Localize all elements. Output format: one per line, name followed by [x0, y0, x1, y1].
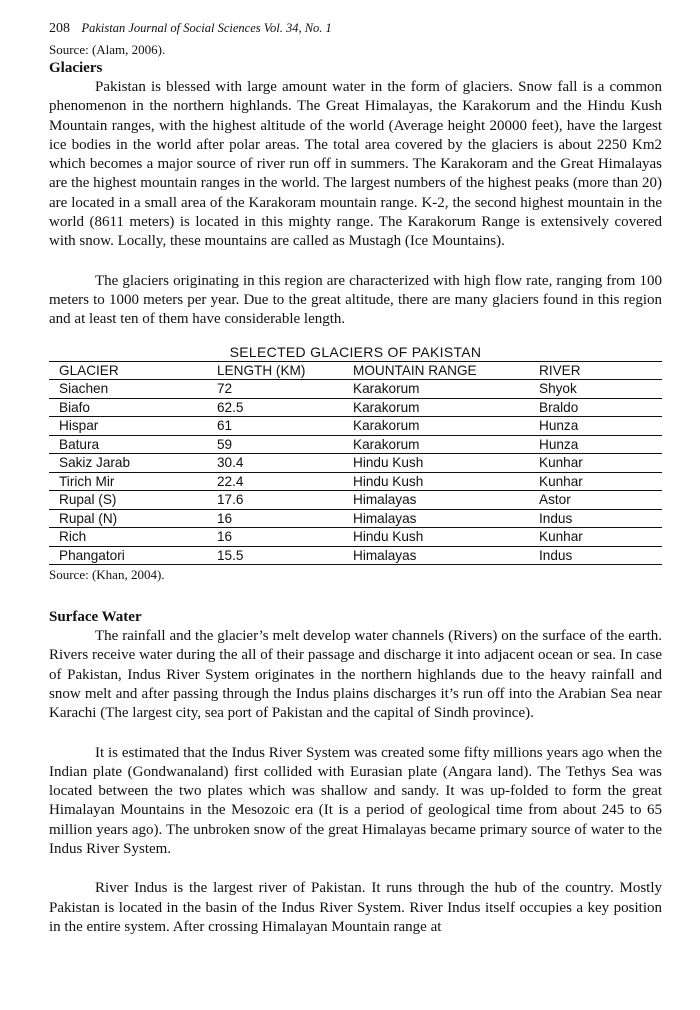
table-cell: Karakorum	[353, 418, 420, 434]
paragraph: The glaciers originating in this region are characterized with high flow rate, ranging from 100 meters to 1000 meters per year. Due to the great altitude, there are many glaciers found in this region and at least ten of them have considerable length.	[49, 272, 662, 328]
table-cell: 17.6	[217, 492, 244, 508]
table-cell: Shyok	[539, 381, 577, 397]
table-row	[49, 528, 662, 547]
table-cell: Himalayas	[353, 492, 417, 508]
table-cell: Batura	[59, 436, 100, 452]
table-cell: Sakiz Jarab	[59, 455, 131, 471]
table-cell: 30.4	[217, 455, 244, 471]
table-cell: 61	[217, 418, 233, 434]
table-cell: Tirich Mir	[59, 473, 115, 489]
table-cell: Braldo	[539, 399, 579, 415]
column-header: MOUNTAIN RANGE	[353, 362, 477, 378]
column-header: LENGTH (KM)	[217, 362, 306, 378]
paragraph: It is estimated that the Indus River System was created some fifty millions years ago when the Indian plate (Gondwanaland) first collided with Eurasian plate (Angara land). The Tethys Sea was located between the two plates which was shallow and sandy. It was up-folded to form the great Himalayan Mountains in the Mesozoic era (It is a period of geological time from about 245 to 65 million years ago). The unbroken snow of the great Himalayas became primary source of water to the Indus River System.	[49, 744, 662, 858]
paragraph-gap	[49, 859, 662, 879]
table-cell: 15.5	[217, 547, 244, 563]
table-row	[49, 491, 662, 510]
glacier-table	[49, 361, 662, 566]
table-cell: Hunza	[539, 418, 579, 434]
paragraph: Pakistan is blessed with large amount water in the form of glaciers. Snow fall is a common phenomenon in the northern highlands. The Great Himalayas, the Karakorum and the Hindu Kush Mountain ranges, with the highest altitude of the world (Average height 20000 feet), have the largest ice bodies in the world after polar areas. The total area covered by the glaciers is about 2250 Km2 which becomes a major source of river run off in summers. The Karakoram and the Great Himalayas are the highest mountain ranges in the world. The largest numbers of the highest peaks (more than 20) are located in a small area of the Karakoram mountain range. K-2, the second highest mountain in the world (8611 meters) is located in this mighty range. The Karakorum Range is extensively covered with snow. Locally, these mountains are called as Mustagh (Ice Mountains).	[49, 79, 662, 250]
table-cell: Kunhar	[539, 529, 583, 545]
table-row	[49, 472, 662, 491]
table-row	[49, 509, 662, 528]
column-header: RIVER	[539, 362, 581, 378]
journal-title: Pakistan Journal of Social Sciences Vol. 34, No. 1	[81, 21, 332, 35]
table-header-row	[49, 361, 662, 380]
table-cell: 62.5	[217, 399, 244, 415]
table-cell: Karakorum	[353, 381, 420, 397]
section-heading-glaciers: Glaciers	[49, 60, 103, 76]
page	[49, 18, 662, 937]
paragraph-gap	[49, 252, 662, 272]
table-row	[49, 435, 662, 454]
table-cell: Kunhar	[539, 473, 583, 489]
table-row	[49, 417, 662, 436]
paragraph: The rainfall and the glacier’s melt develop water channels (Rivers) on the surface of the earth. Rivers receive water during the all of their passage and discharge it into adjacent ocean or sea. In case of Pakistan, Indus River System originates in the northern highlands due to the heavy rainfall and snow melt and after passing through the Indus plains discharges it’s run off into the Arabian Sea near Karachi (The largest city, sea port of Pakistan and the capital of Sindh province).	[49, 628, 662, 722]
table-cell: 22.4	[217, 473, 244, 489]
table-cell: Hindu Kush	[353, 473, 424, 489]
table-cell: Rich	[59, 529, 87, 545]
table-cell: Rupal (N)	[59, 510, 118, 526]
table-cell: Biafo	[59, 399, 90, 415]
table-cell: Karakorum	[353, 399, 420, 415]
table-row	[49, 380, 662, 399]
page-header	[49, 18, 662, 40]
table-cell: Hindu Kush	[353, 529, 424, 545]
table-cell: Kunhar	[539, 455, 583, 471]
table-cell: Indus	[539, 510, 573, 526]
paragraph: River Indus is the largest river of Pakistan. It runs through the hub of the country. Mostly Pakistan is located in the basin of the Indus River System. River Indus itself occupies a key position in the entire system. After crossing Himalayan Mountain range at	[49, 880, 662, 935]
table-row	[49, 454, 662, 473]
page-number: 208	[49, 21, 70, 36]
table-cell: Phangatori	[59, 547, 125, 563]
table-cell: Siachen	[59, 381, 109, 397]
table-cell: Hunza	[539, 436, 579, 452]
paragraph-gap	[49, 724, 662, 744]
table-source-citation: Source: (Khan, 2004).	[49, 567, 165, 583]
table-title: SELECTED GLACIERS OF PAKISTAN	[229, 343, 482, 360]
table-cell: 72	[217, 381, 233, 397]
table-row	[49, 546, 662, 565]
table-cell: Hispar	[59, 418, 99, 434]
table-cell: Himalayas	[353, 510, 417, 526]
table-cell: Himalayas	[353, 547, 417, 563]
source-citation-top: Source: (Alam, 2006).	[49, 42, 166, 57]
table-cell: Indus	[539, 547, 573, 563]
table-cell: 59	[217, 436, 233, 452]
column-header: GLACIER	[59, 362, 119, 378]
table-cell: Astor	[539, 492, 571, 508]
table-cell: Karakorum	[353, 436, 420, 452]
glacier-table-block	[49, 344, 662, 585]
table-cell: Rupal (S)	[59, 492, 117, 508]
table-row	[49, 398, 662, 417]
section-heading-surface-water: Surface Water	[49, 609, 142, 626]
table-cell: 16	[217, 529, 233, 545]
table-cell: Hindu Kush	[353, 455, 424, 471]
table-cell: 16	[217, 510, 233, 526]
section-gap	[49, 584, 662, 608]
